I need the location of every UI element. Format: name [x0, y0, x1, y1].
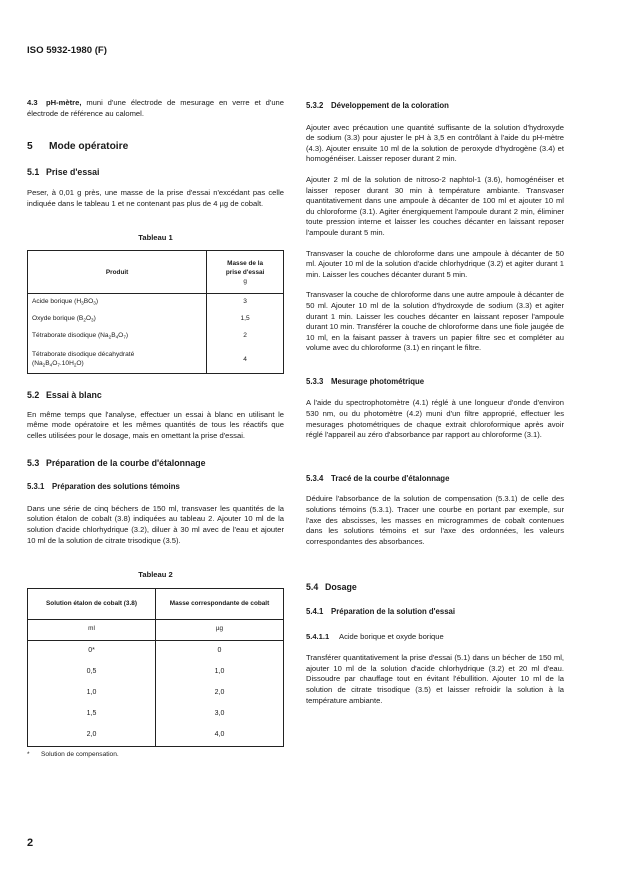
section-heading-5-3-4 [306, 474, 564, 485]
mass-cell: 2,0 [156, 683, 284, 704]
mass-cell: 3,0 [156, 704, 284, 725]
masse-cell: 3 [207, 294, 284, 312]
section-number: 5.4.1.1 [306, 631, 330, 641]
volume-cell: 0,5 [86, 667, 97, 675]
section-number: 5.3.3 [306, 376, 324, 386]
section-heading-5-3-3 [306, 377, 564, 388]
paragraph-mesurage: A l'aide du spectrophotomètre (4.1) réglé à une longueur d'onde d'environ 530 nm, ou du photomètre (4.2) muni d'un filtre approprié, effectuer les mesurages photométriques de chaque extrait chloroformique après avoir réglé l'appareil au zéro d'absorbance par rapport au chloroforme (3.1). [306, 398, 564, 440]
table-2-caption: Tableau 2 [138, 570, 173, 580]
section-heading-5-4-1 [306, 607, 564, 618]
left-column [27, 96, 284, 760]
table-2 [27, 588, 284, 747]
footnote-text: Solution de compensation. [41, 750, 119, 758]
section-heading-5-1 [27, 167, 284, 178]
table-row [28, 640, 284, 662]
mass-cell: 0 [156, 640, 284, 662]
table-row [28, 704, 284, 725]
section-heading-5-3-1 [27, 482, 284, 493]
paragraph-solutions-temoins: Dans une série de cinq béchers de 150 ml, transvaser les quantités de la solution étalon de cobalt (3.8) indiquées au tableau 2. Ajouter 10 ml de la solution d'acide chlorhydrique (3.2), diluer à 30 ml avec de l'eau et ajouter 10 ml de la solution de citrate trisodique (3.5). [27, 503, 284, 545]
section-title: Mode opératoire [49, 141, 129, 153]
produit-cell: Tétraborate disodique décahydraté $(Na_2B_4O_7.10H_2O)$ [32, 351, 135, 368]
section-title: Préparation des solutions témoins [52, 482, 180, 492]
section-heading-5-2 [27, 390, 284, 401]
paragraph-coloration-2: Ajouter 2 ml de la solution de nitroso-2 naphtol-1 (3.6), homogénéiser et laisser reposer durant 30 min à température ambiante. Transvaser quantitativement dans une ampoule à décanter de 100 ml et ajouter 10 ml du chloroforme (3.1). Agiter énergiquement l'ampoule durant 2 min, éliminer toute pression interne et laisser les couches décanter en laissant reposer l'ampoule durant 5 min. [306, 174, 564, 237]
volume-cell: 1,0 [86, 688, 97, 696]
volume-cell: 0* [88, 646, 95, 654]
column-header-solution: Solution étalon de cobalt (3.8) [28, 588, 156, 619]
column-header-masse: Masse correspondante de cobalt [156, 588, 284, 619]
clause-term: pH-mètre, [46, 98, 82, 107]
section-heading-5-3 [27, 458, 284, 469]
masse-cell: 2 [207, 328, 284, 345]
table-1 [27, 250, 284, 374]
masse-cell: 4 [207, 345, 284, 374]
section-number: 5 [27, 141, 33, 153]
column-header-masse [207, 251, 284, 294]
paragraph-prise-essai: Peser, à 0,01 g près, une masse de la prise d'essai n'excédant pas celle indiquée dans le tableau 1 et ne contenant pas plus de 4 µg de cobalt. [27, 188, 284, 208]
column-header-unit: g [243, 277, 247, 285]
page-number: 2 [27, 837, 34, 849]
unit-cell: µg [156, 619, 284, 640]
section-title: Préparation de la solution d'essai [331, 607, 456, 616]
table-units-row [28, 619, 284, 640]
section-heading-5-4 [306, 582, 564, 593]
section-number: 5.3.4 [306, 473, 324, 483]
right-column [306, 96, 564, 706]
paragraph-trace-courbe: Déduire l'absorbance de la solution de compensation (5.3.1) de celle des solutions témoins (5.3.1). Tracer une courbe en portant par exemple, sur l'axe des abscisses, les masses en microgrammes de cobalt contenues dans les solutions témoins et sur l'axe des ordonnées, les valeurs correspondantes des absorbances. [306, 494, 564, 546]
section-heading-5-4-1-1 [306, 632, 564, 643]
clause-number: 4.3 [27, 98, 38, 107]
section-title: Mesurage photométrique [331, 376, 425, 386]
unit-cell: ml [28, 619, 156, 640]
table-row [28, 662, 284, 683]
section-title: Prise d'essai [46, 166, 100, 177]
table-row [28, 725, 284, 747]
section-title: Essai à blanc [46, 390, 102, 401]
table-header-row [28, 251, 284, 294]
footnote-mark: * [27, 750, 30, 758]
produit-cell: Oxyde borique $(B_2O_3)$ [32, 315, 96, 323]
clause-text: muni d'une électrode de mesurage en verre et d'une électrode de référence au calomel. [27, 98, 284, 118]
section-number: 5.3.1 [27, 482, 45, 492]
column-header-produit: Produit [28, 251, 207, 294]
section-number: 5.1 [27, 166, 40, 177]
table-row [28, 345, 284, 374]
column-header-masse-label: Masse de la prise d'essai [225, 259, 265, 276]
table-2-footnote [27, 750, 284, 761]
paragraph-coloration-3: Transvaser la couche de chloroforme dans une ampoule à décanter de 50 ml. Ajouter 10 ml de la solution d'acide chlorhydrique (3.2) et agiter durant 1 min. Laisser les couches décanter durant 5 min. [306, 248, 564, 279]
produit-cell: Acide borique $(H_3BO_3)$ [32, 298, 99, 306]
table-row [28, 294, 284, 312]
paragraph-acide-borique: Transférer quantitativement la prise d'essai (5.1) dans un bécher de 150 ml, ajouter 10 ml de la solution d'acide chlorhydrique (3.2) et 20 ml d'eau. Dissoudre par chauffage tout en évitant l'ébullition. Ajouter 10 ml de la solution de citrate trisodique (3.5) et laisser refroidir la solution à la température ambiante. [306, 653, 564, 705]
section-number: 5.2 [27, 390, 40, 401]
volume-cell: 1,5 [86, 709, 97, 717]
mass-cell: 4,0 [156, 725, 284, 747]
table-row [28, 683, 284, 704]
section-heading-5-3-2 [306, 101, 564, 112]
mass-cell: 1,0 [156, 662, 284, 683]
produit-cell: Tétraborate disodique $(Na_2B_4O_7)$ [32, 332, 129, 340]
table-1-caption: Tableau 1 [138, 232, 173, 242]
section-number: 5.4 [306, 582, 319, 593]
paragraph-coloration-4: Transvaser la couche de chloroforme dans une autre ampoule à décanter de 50 ml. Ajouter 10 ml de la solution d'hydroxyde de sodium (3.3) et agiter durant 1 min. Laisser les couches décanter en laissant reposer l'ampoule durant 10 min. Transférer la couche de chloroforme dans une fiole jaugée de 10 ml, en la faisant passer à travers un papier filtre sec et compléter au volume avec du chloroforme (3.1) en rinçant le filtre. [306, 290, 564, 353]
volume-cell: 2,0 [86, 730, 97, 738]
section-title: Tracé de la courbe d'étalonnage [331, 473, 450, 483]
masse-cell: 1,5 [207, 311, 284, 328]
paragraph-essai-blanc: En même temps que l'analyse, effectuer un essai à blanc en utilisant le même mode opératoire et les mêmes quantités de tous les réactifs que celles utilisées pour le dosage, mais en omettant la prise d'essai. [27, 409, 284, 440]
section-title: Développement de la coloration [331, 101, 449, 110]
paragraph-coloration-1: Ajouter avec précaution une quantité suffisante de la solution d'hydroxyde de sodium (3.3) pour ajuster le pH à 3,5 en contrôlant à l'aide du pH-mètre (4.3). Ajouter ensuite 10 ml de la solution de peroxyde d'hydrogène (3.4) et homogénéiser. Laisser reposer durant 2 min. [306, 122, 564, 164]
table-row [28, 328, 284, 345]
document-header: ISO 5932-1980 (F) [27, 45, 107, 56]
table-header-row [28, 588, 284, 619]
section-number: 5.3.2 [306, 101, 324, 110]
section-number: 5.4.1 [306, 607, 324, 616]
section-number: 5.3 [27, 457, 40, 468]
section-heading-5 [27, 142, 284, 153]
section-title: Dosage [325, 582, 357, 593]
section-title: Préparation de la courbe d'étalonnage [46, 457, 206, 468]
table-row [28, 311, 284, 328]
clause-4-3 [27, 98, 284, 119]
section-title: Acide borique et oxyde borique [339, 631, 444, 641]
